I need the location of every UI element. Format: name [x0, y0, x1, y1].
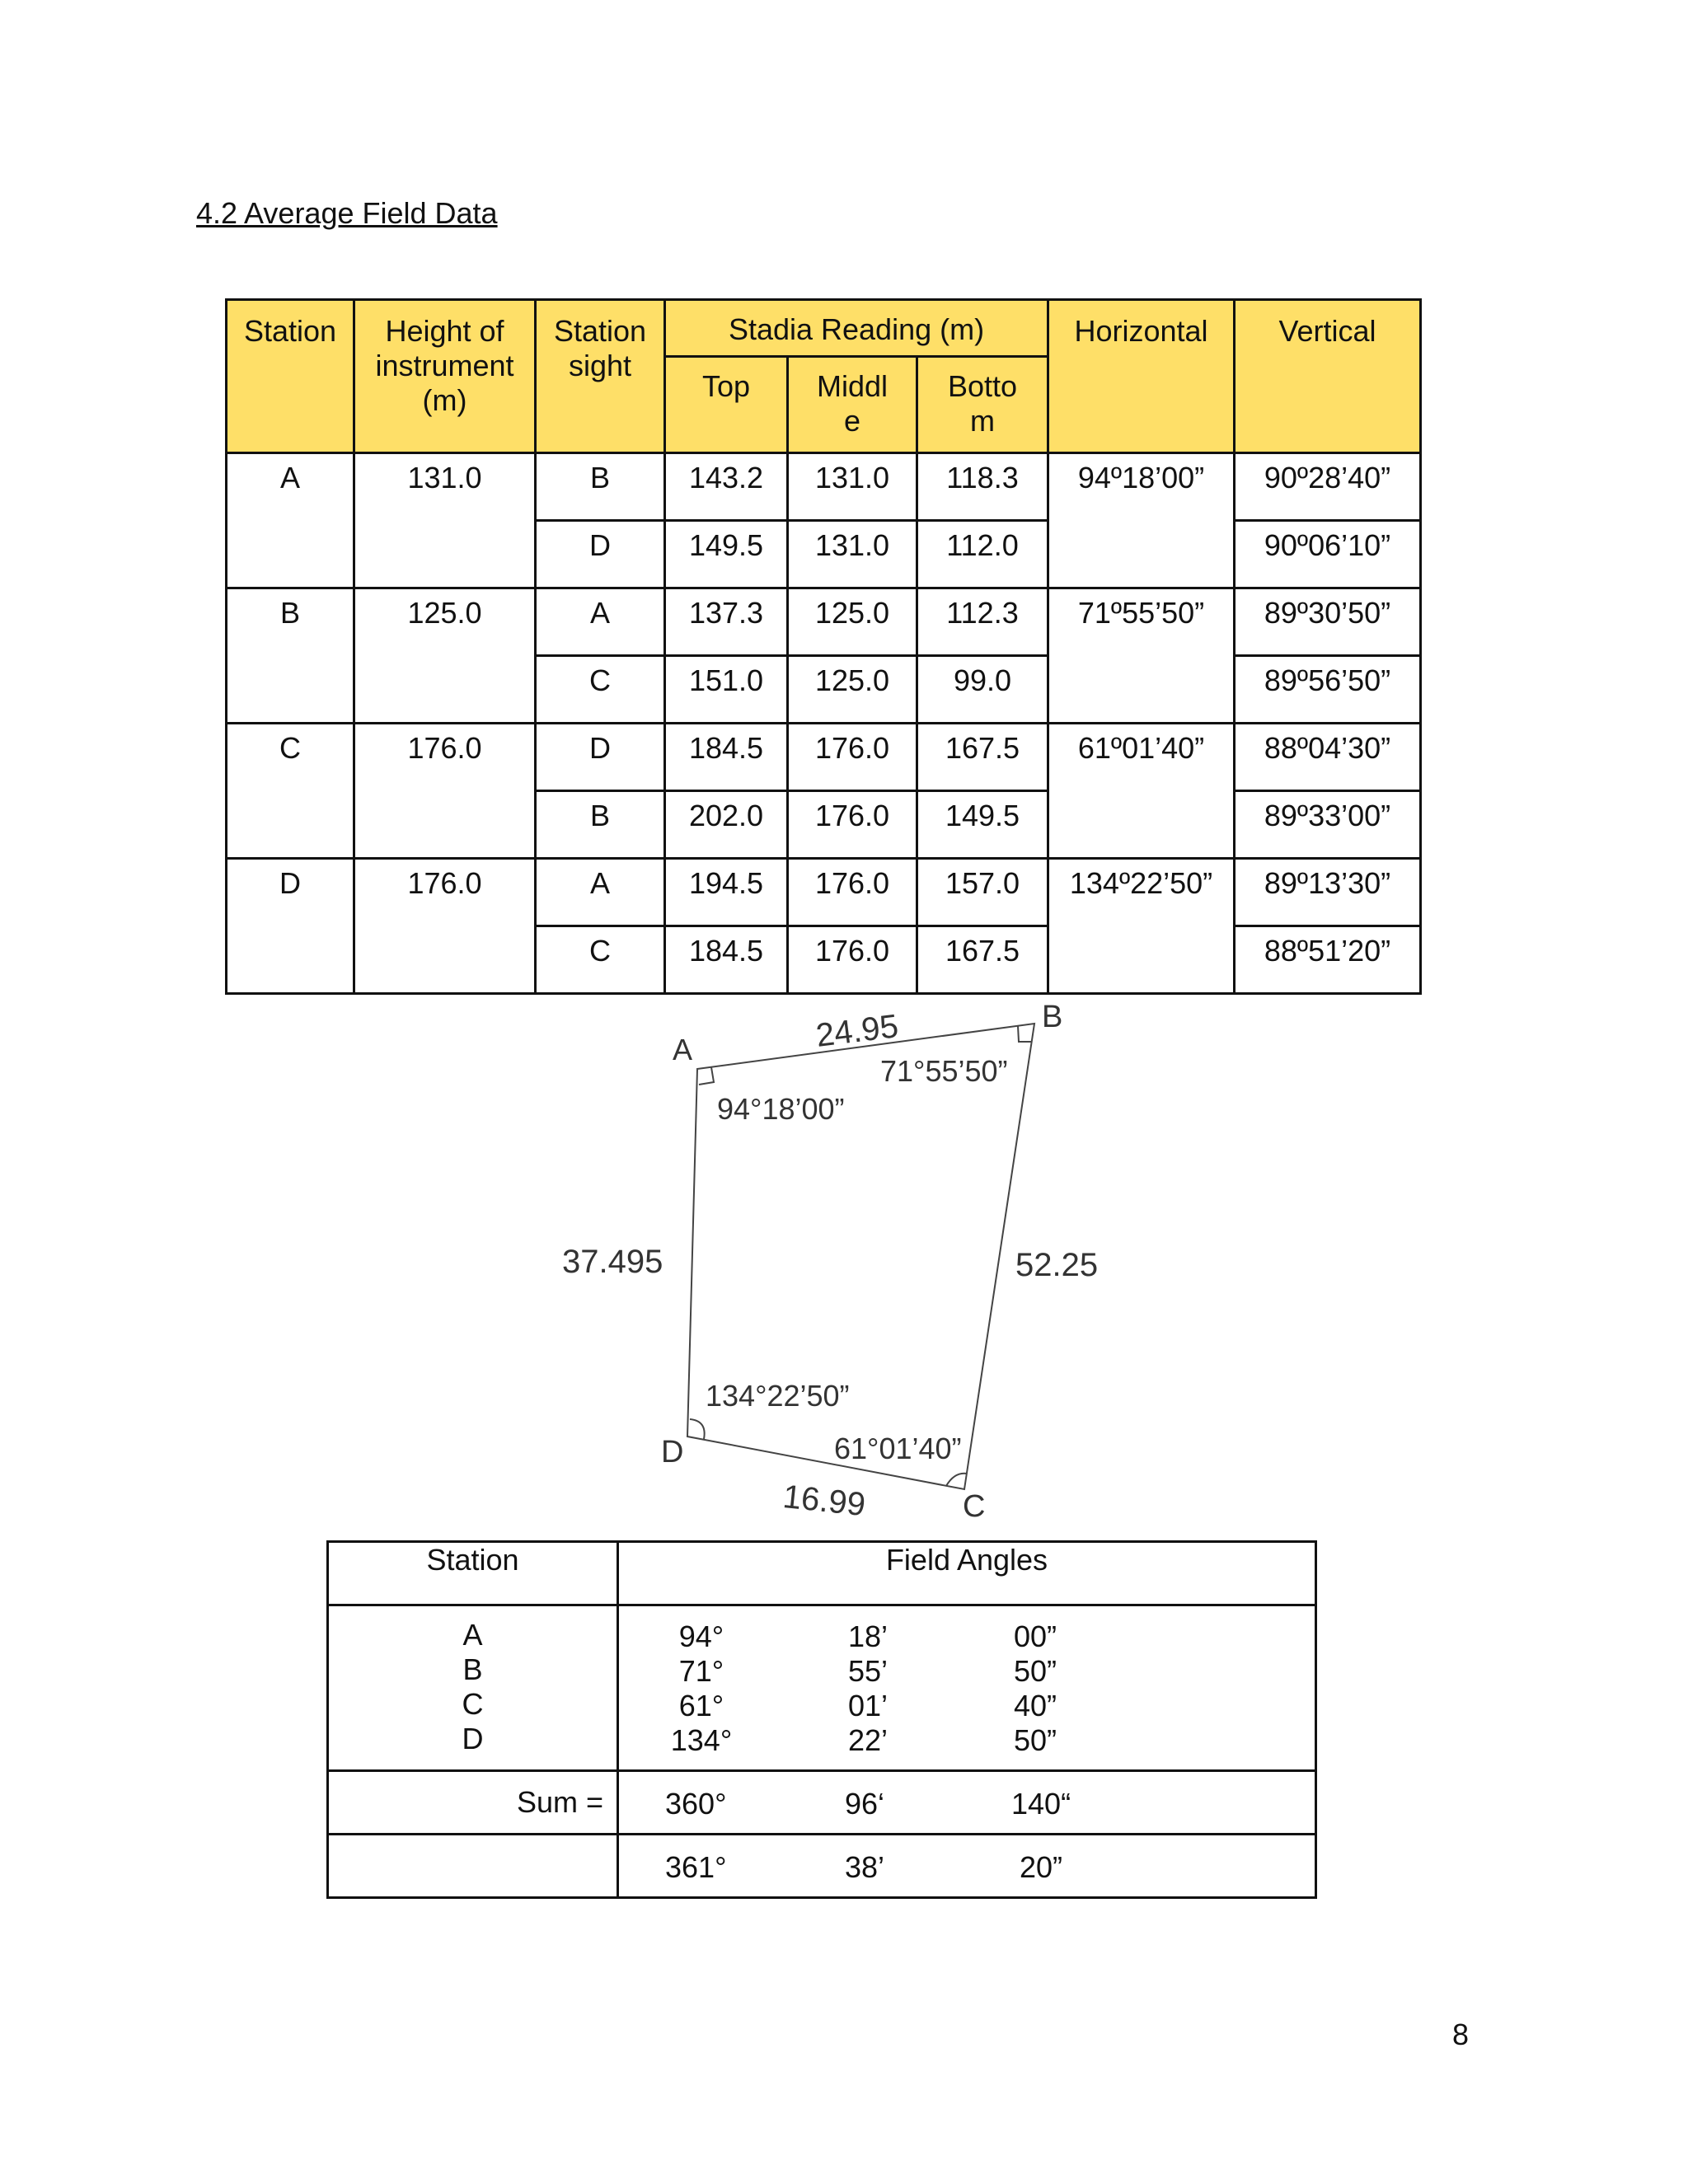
cell-station: B [227, 588, 354, 656]
angle-mark-c [946, 1474, 967, 1486]
cell-horizontal [1048, 791, 1235, 859]
table-row [227, 859, 1421, 926]
cell-vertical: 89º33’00” [1235, 791, 1421, 859]
table-row [227, 926, 1421, 994]
header-stadia-reading: Stadia Reading (m) [665, 300, 1048, 357]
cell-top: 151.0 [665, 656, 788, 724]
table-row [227, 521, 1421, 588]
cell-middle: 125.0 [788, 588, 917, 656]
vertex-label-a: A [673, 1033, 693, 1066]
cell-station [227, 656, 354, 724]
table-row [227, 453, 1421, 521]
cell-bottom: 167.5 [917, 926, 1048, 994]
cell-sight: D [536, 724, 665, 791]
cell-height [354, 926, 536, 994]
header-bottom: Botto m [917, 357, 1048, 453]
cell-sight: B [536, 453, 665, 521]
cell-top: 202.0 [665, 791, 788, 859]
cell-station [227, 521, 354, 588]
cell-top: 194.5 [665, 859, 788, 926]
station-label: D [462, 1722, 484, 1755]
cell-height: 176.0 [354, 859, 536, 926]
cell-sight: C [536, 926, 665, 994]
total-seconds: 20” [1020, 1850, 1063, 1884]
cell-sight: D [536, 521, 665, 588]
cell-sight: B [536, 791, 665, 859]
cell-height [354, 791, 536, 859]
cell-horizontal: 71º55’50” [1048, 588, 1235, 656]
sum-minutes: 96‘ [845, 1787, 885, 1821]
field-data-table [225, 298, 1422, 995]
header-station: Station [328, 1542, 618, 1605]
cell-horizontal: 134º22’50” [1048, 859, 1235, 926]
sum-values [618, 1771, 1316, 1835]
cell-station [227, 791, 354, 859]
cell-vertical: 89º56’50” [1235, 656, 1421, 724]
cell-height [354, 521, 536, 588]
sum-label: Sum = [328, 1771, 618, 1835]
total-label-empty [328, 1835, 618, 1898]
station-label: A [462, 1618, 483, 1652]
cell-middle: 176.0 [788, 791, 917, 859]
angle-label-d: 134°22’50” [706, 1379, 850, 1413]
cell-bottom: 118.3 [917, 453, 1048, 521]
side-length-cd: 16.99 [781, 1478, 868, 1524]
cell-sight: A [536, 859, 665, 926]
cell-top: 149.5 [665, 521, 788, 588]
angle-values [618, 1605, 1316, 1771]
side-length-da: 37.495 [562, 1244, 663, 1280]
cell-middle: 125.0 [788, 656, 917, 724]
cell-middle: 131.0 [788, 521, 917, 588]
cell-vertical: 89º13’30” [1235, 859, 1421, 926]
angle-mark-d [690, 1419, 705, 1439]
total-minutes: 38’ [845, 1850, 885, 1884]
cell-bottom: 149.5 [917, 791, 1048, 859]
total-values [618, 1835, 1316, 1898]
cell-top: 137.3 [665, 588, 788, 656]
cell-height: 131.0 [354, 453, 536, 521]
cell-bottom: 157.0 [917, 859, 1048, 926]
cell-middle: 176.0 [788, 724, 917, 791]
header-middle: Middl e [788, 357, 917, 453]
cell-sight: C [536, 656, 665, 724]
page-number: 8 [1452, 2018, 1470, 2051]
cell-bottom: 112.3 [917, 588, 1048, 656]
table-row [227, 791, 1421, 859]
station-list [328, 1605, 618, 1771]
cell-vertical: 88º04’30” [1235, 724, 1421, 791]
cell-bottom: 112.0 [917, 521, 1048, 588]
cell-bottom: 99.0 [917, 656, 1048, 724]
angle-label-b: 71°55’50” [880, 1054, 1008, 1088]
cell-vertical: 90º28’40” [1235, 453, 1421, 521]
cell-middle: 176.0 [788, 926, 917, 994]
section-heading: 4.2 Average Field Data [196, 196, 498, 230]
cell-top: 184.5 [665, 724, 788, 791]
angle-mark-b [1018, 1026, 1032, 1042]
cell-vertical: 89º30’50” [1235, 588, 1421, 656]
cell-horizontal [1048, 656, 1235, 724]
cell-vertical: 88º51’20” [1235, 926, 1421, 994]
header-station: Station [227, 300, 354, 453]
vertex-label-d: D [661, 1435, 684, 1469]
cell-bottom: 167.5 [917, 724, 1048, 791]
minutes-column: 18’ 55’ 01’ 22’ [847, 1619, 889, 1757]
traverse-diagram [544, 989, 1137, 1533]
header-top: Top [665, 357, 788, 453]
degrees-column: 94° 71° 61° 134° [670, 1619, 733, 1757]
angle-label-a: 94°18’00” [717, 1092, 845, 1126]
cell-middle: 176.0 [788, 859, 917, 926]
cell-top: 184.5 [665, 926, 788, 994]
cell-station: A [227, 453, 354, 521]
cell-middle: 131.0 [788, 453, 917, 521]
angle-mark-a [699, 1067, 714, 1085]
total-degrees: 361° [665, 1850, 727, 1884]
cell-station: C [227, 724, 354, 791]
station-label: B [462, 1652, 483, 1686]
header-field-angles: Field Angles [618, 1542, 1316, 1605]
station-label: C [462, 1687, 484, 1721]
sum-seconds: 140“ [1011, 1787, 1071, 1821]
table-row [227, 656, 1421, 724]
cell-height [354, 656, 536, 724]
header-horizontal: Horizontal [1048, 300, 1235, 453]
cell-height: 125.0 [354, 588, 536, 656]
cell-sight: A [536, 588, 665, 656]
seconds-column: 00” 50” 40” 50” [1013, 1619, 1057, 1757]
cell-height: 176.0 [354, 724, 536, 791]
cell-horizontal [1048, 521, 1235, 588]
cell-horizontal: 61º01’40” [1048, 724, 1235, 791]
vertex-label-c: C [963, 1489, 986, 1524]
cell-top: 143.2 [665, 453, 788, 521]
angle-label-c: 61°01’40” [834, 1432, 962, 1465]
cell-station: D [227, 859, 354, 926]
header-vertical: Vertical [1235, 300, 1421, 453]
cell-horizontal [1048, 926, 1235, 994]
side-length-ab: 24.95 [814, 1008, 901, 1054]
cell-vertical: 90º06’10” [1235, 521, 1421, 588]
sum-degrees: 360° [665, 1787, 727, 1821]
vertex-label-b: B [1042, 1000, 1063, 1034]
cell-horizontal: 94º18’00” [1048, 453, 1235, 521]
table-row [227, 588, 1421, 656]
header-station-sight: Station sight [536, 300, 665, 453]
cell-station [227, 926, 354, 994]
field-angles-table [326, 1540, 1317, 1899]
table-row [227, 724, 1421, 791]
side-length-bc: 52.25 [1015, 1247, 1099, 1283]
header-height: Height of instrument (m) [354, 300, 536, 453]
